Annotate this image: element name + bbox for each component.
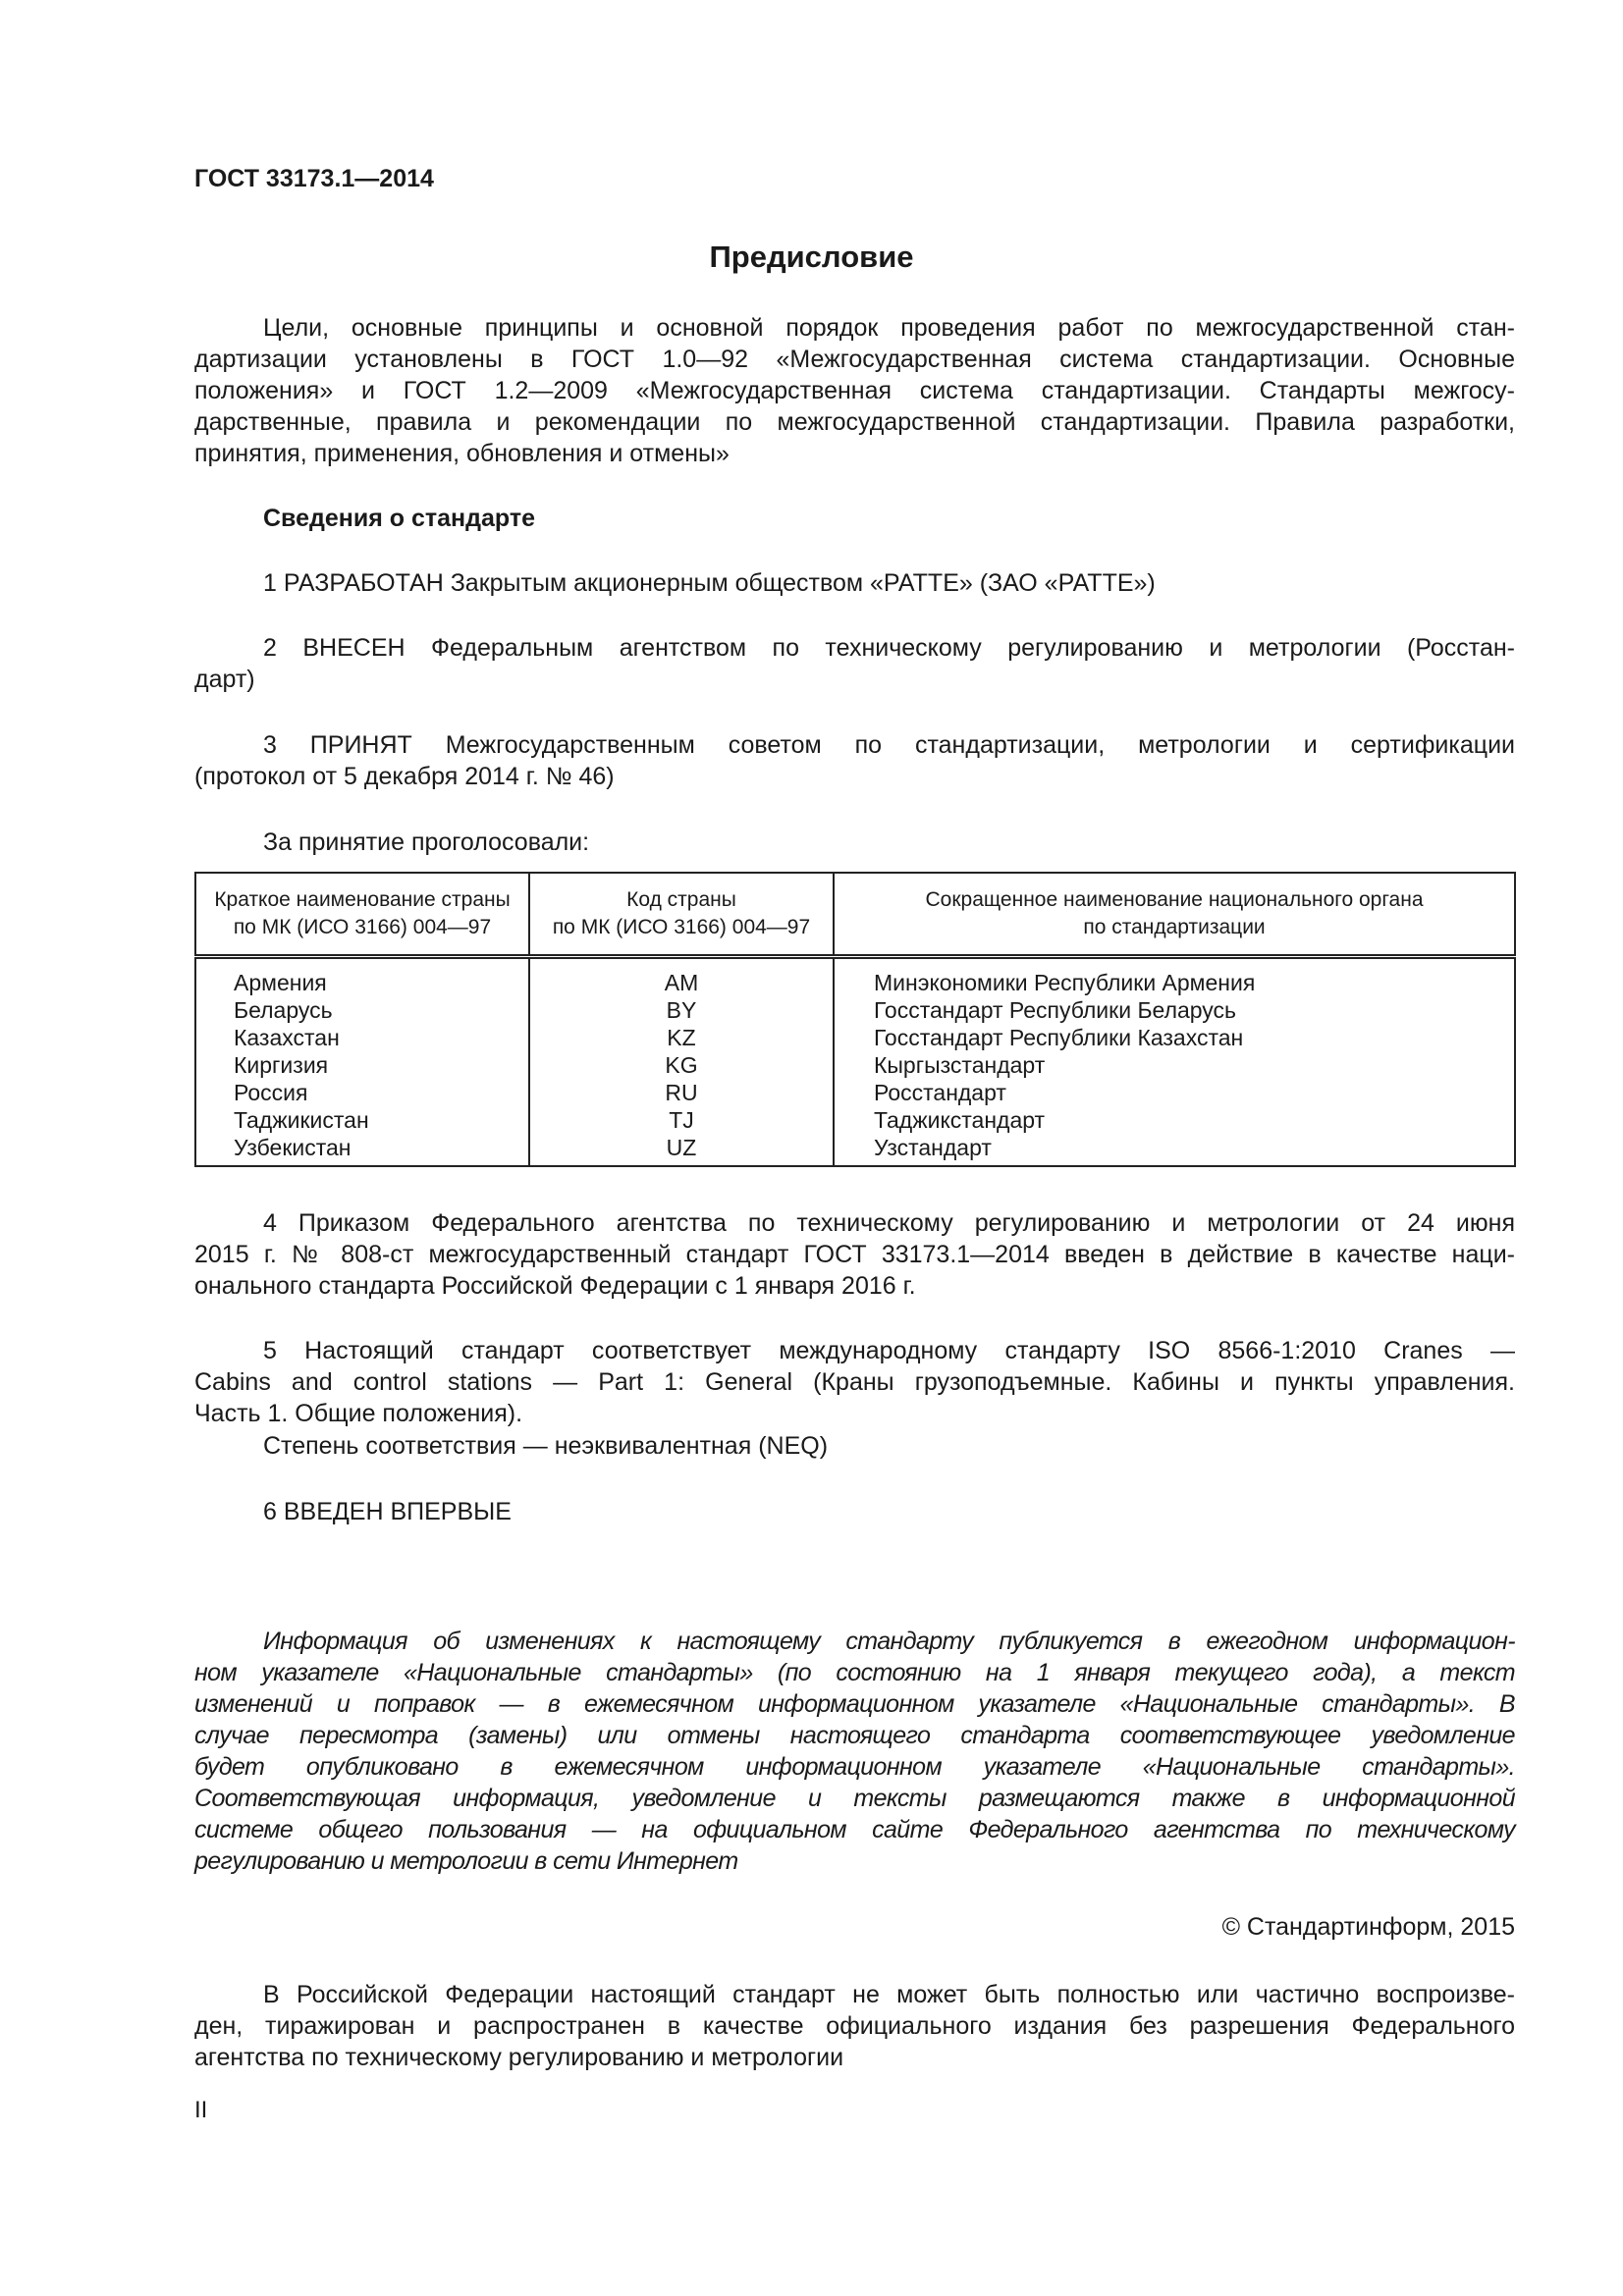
info-paragraph xyxy=(194,1626,1515,1877)
country-cell: Беларусь xyxy=(195,996,529,1024)
text-line: Соответствующая информация, уведомление и тексты размещаются также в информационной xyxy=(194,1785,1515,1812)
text-line: ден, тиражирован и распространен в качестве официального издания без разрешения Федерального xyxy=(194,2012,1515,2040)
code-cell: AM xyxy=(529,957,834,997)
text-line: Цели, основные принципы и основной порядок проведения работ по межгосударственной стан- xyxy=(263,314,1515,342)
text-line: онального стандарта Российской Федерации с 1 января 2016 г. xyxy=(194,1272,916,1300)
col-header-body: Сокращенное наименование национального органа по стандартизации xyxy=(834,873,1515,957)
page-number: II xyxy=(194,2097,208,2123)
text-line: дарт) xyxy=(194,666,255,693)
text-line: 2 ВНЕСЕН Федеральным агентством по техническому регулированию и метрологии (Росстан- xyxy=(263,634,1515,662)
text-line: 4 Приказом Федерального агентства по техническому регулированию и метрологии от 24 июня xyxy=(263,1209,1515,1237)
voting-table xyxy=(194,872,1516,1167)
body-cell: Минэкономики Республики Армения xyxy=(834,957,1515,997)
text-line: агентства по техническому регулированию и метрологии xyxy=(194,2044,844,2071)
text-line: будет опубликовано в ежемесячном информационном указателе «Национальные стандарты». xyxy=(194,1753,1515,1781)
country-cell: Киргизия xyxy=(195,1051,529,1079)
body-cell: Кыргызстандарт xyxy=(834,1051,1515,1079)
item-3 xyxy=(194,729,1515,792)
text-line: ном указателе «Национальные стандарты» (по состоянию на 1 января текущего года), а текст xyxy=(194,1659,1515,1686)
code-cell: KZ xyxy=(529,1024,834,1051)
body-cell: Росстандарт xyxy=(834,1079,1515,1106)
item-4 xyxy=(194,1207,1515,1302)
text-line: случае пересмотра (замены) или отмены настоящего стандарта соответствующее уведомление xyxy=(194,1722,1515,1749)
code-cell: BY xyxy=(529,996,834,1024)
country-cell: Казахстан xyxy=(195,1024,529,1051)
item-5-degree: Степень соответствия — неэквивалентная (NEQ) xyxy=(263,1432,829,1460)
country-cell: Таджикистан xyxy=(195,1106,529,1134)
code-cell: TJ xyxy=(529,1106,834,1134)
copyright: © Стандартинформ, 2015 xyxy=(1221,1913,1515,1941)
item-6: 6 ВВЕДЕН ВПЕРВЫЕ xyxy=(263,1498,512,1525)
table-row xyxy=(195,1134,1515,1166)
body-cell: Узстандарт xyxy=(834,1134,1515,1166)
text-line: изменений и поправок — в ежемесячном информационном указателе «Национальные стандарты». В xyxy=(194,1690,1515,1718)
country-cell: Россия xyxy=(195,1079,529,1106)
text-line: 2015 г. № 808-ст межгосударственный стандарт ГОСТ 33173.1—2014 введен в действие в качестве наци- xyxy=(194,1241,1515,1268)
text-line: принятия, применения, обновления и отмены» xyxy=(194,440,730,467)
col-header-code: Код страны по МК (ИСО 3166) 004—97 xyxy=(529,873,834,957)
code-cell: UZ xyxy=(529,1134,834,1166)
table-row xyxy=(195,1106,1515,1134)
item-1: 1 РАЗРАБОТАН Закрытым акционерным обществом «РАТТЕ» (ЗАО «РАТТЕ») xyxy=(263,569,1156,597)
table-row xyxy=(195,1051,1515,1079)
item-5 xyxy=(194,1335,1515,1429)
code-cell: KG xyxy=(529,1051,834,1079)
text-line: положения» и ГОСТ 1.2—2009 «Межгосударственная система стандартизации. Стандарты межгосу- xyxy=(194,377,1515,404)
text-line: Информация об изменениях к настоящему стандарту публикуется в ежегодном информацион- xyxy=(263,1628,1515,1655)
country-cell: Узбекистан xyxy=(195,1134,529,1166)
body-cell: Госстандарт Республики Беларусь xyxy=(834,996,1515,1024)
voted-label: За принятие проголосовали: xyxy=(263,828,590,856)
code-cell: RU xyxy=(529,1079,834,1106)
text-line: дарственные, правила и рекомендации по межгосударственной стандартизации. Правила разработки, xyxy=(194,408,1515,436)
text-line: дартизации установлены в ГОСТ 1.0—92 «Межгосударственная система стандартизации. Основные xyxy=(194,346,1515,373)
text-line: 3 ПРИНЯТ Межгосударственным советом по стандартизации, метрологии и сертификации xyxy=(263,731,1515,759)
text-line: Часть 1. Общие положения). xyxy=(194,1400,523,1427)
table-header-row xyxy=(195,873,1515,957)
page-title: Предисловие xyxy=(709,240,914,274)
col-header-country: Краткое наименование страны по МК (ИСО 3166) 004—97 xyxy=(195,873,529,957)
rights-paragraph xyxy=(194,1979,1515,2073)
text-line: Cabins and control stations — Part 1: General (Краны грузоподъемные. Кабины и пункты управления. xyxy=(194,1368,1515,1396)
table-row xyxy=(195,957,1515,997)
text-line: В Российской Федерации настоящий стандарт не может быть полностью или частично воспроизве- xyxy=(263,1981,1515,2008)
table-row xyxy=(195,1079,1515,1106)
item-2 xyxy=(194,632,1515,695)
text-line: 5 Настоящий стандарт соответствует международному стандарту ISO 8566-1:2010 Cranes — xyxy=(263,1337,1515,1364)
body-cell: Таджикстандарт xyxy=(834,1106,1515,1134)
country-cell: Армения xyxy=(195,957,529,997)
document-header: ГОСТ 33173.1—2014 xyxy=(194,165,434,192)
subheading: Сведения о стандарте xyxy=(263,505,536,532)
table-row xyxy=(195,996,1515,1024)
text-line: системе общего пользования — на официальном сайте Федерального агентства по техническому xyxy=(194,1816,1515,1843)
text-line: регулированию и метрологии в сети Интернет xyxy=(194,1847,738,1875)
table-row xyxy=(195,1024,1515,1051)
body-cell: Госстандарт Республики Казахстан xyxy=(834,1024,1515,1051)
text-line: (протокол от 5 декабря 2014 г. № 46) xyxy=(194,763,615,790)
intro-paragraph xyxy=(194,312,1515,469)
